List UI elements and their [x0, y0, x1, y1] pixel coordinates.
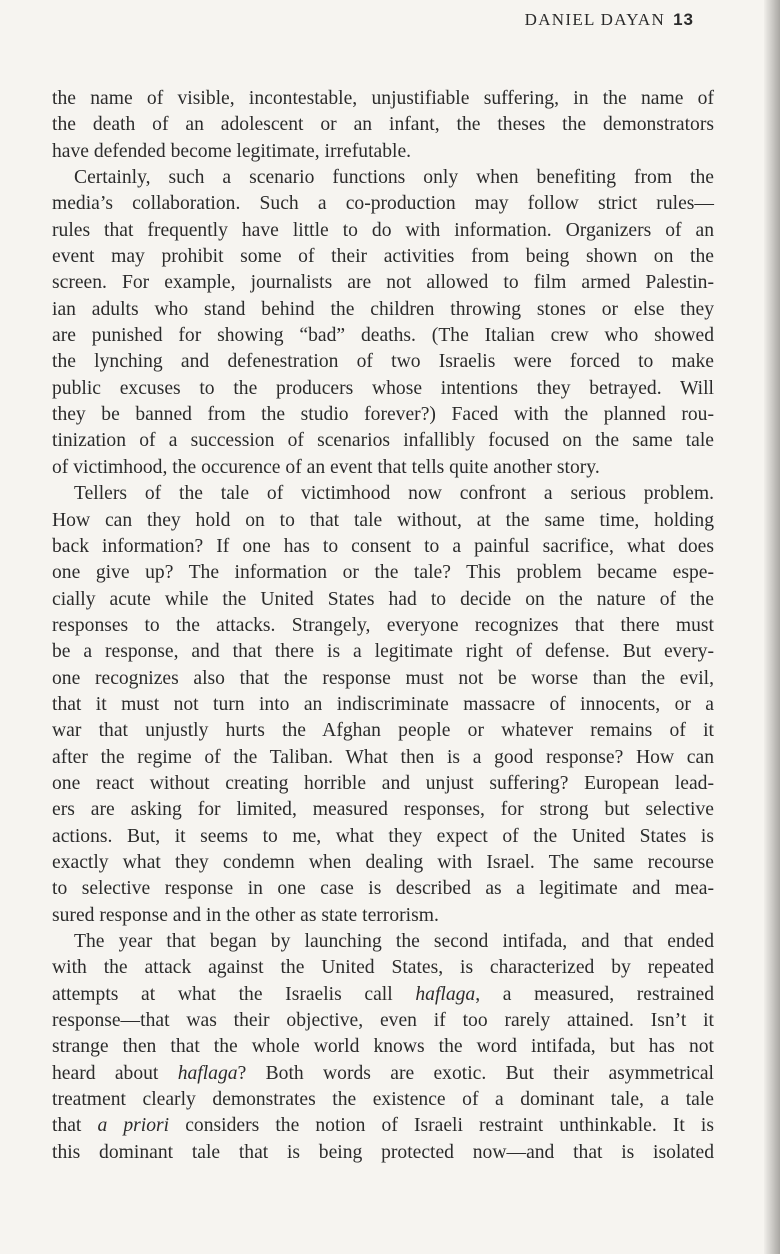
text-line [52, 955, 714, 981]
text-line [52, 1034, 714, 1060]
text-line [52, 613, 714, 639]
text-line [52, 903, 714, 929]
text-line-continuation: considers the notion of Israeli restraint unthinkable. It is [169, 1115, 714, 1137]
text-line-content: one react without creating horrible and unjust suffering? European lead- [52, 772, 714, 794]
text-line [52, 560, 714, 586]
text-line [52, 771, 714, 797]
text-line [52, 191, 714, 217]
text-line [52, 639, 714, 665]
text-line-content: back information? If one has to consent to a painful sacrifice, what does [52, 535, 714, 557]
text-line-content: to selective response in one case is described as a legitimate and mea- [52, 878, 714, 900]
text-line-content: responses to the attacks. Strangely, everyone recognizes that there must [52, 614, 714, 636]
text-line-content: public excuses to the producers whose intentions they betrayed. Will [52, 377, 714, 399]
text-line-content: strange then that the whole world knows the word intifada, but has not [52, 1036, 714, 1058]
text-line [52, 376, 714, 402]
italic-term: a priori [97, 1115, 170, 1137]
text-line [52, 244, 714, 270]
text-line-content: attempts at what the Israelis call [52, 983, 416, 1005]
text-line-continuation: ? Both words are exotic. But their asymmetrical [237, 1062, 714, 1084]
text-line-content: ian adults who stand behind the children throwing stones or else they [52, 298, 714, 320]
text-line [52, 297, 714, 323]
text-line-content: media’s collaboration. Such a co-production may follow strict rules— [52, 193, 714, 215]
text-line-content: this dominant tale that is being protected now—and that is isolated [52, 1141, 714, 1163]
text-line-content: treatment clearly demonstrates the existence of a dominant tale, a tale [52, 1089, 714, 1111]
running-head [525, 10, 694, 30]
text-line [52, 508, 714, 534]
text-line-content: of victimhood, the occurence of an event that tells quite another story. [52, 456, 600, 478]
text-line-content: war that unjustly hurts the Afghan people or whatever remains of it [52, 720, 714, 742]
text-line [52, 1140, 714, 1166]
text-line-content: with the attack against the United States, is characterized by repeated [52, 957, 714, 979]
text-line-content: tinization of a succession of scenarios infallibly focused on the same tale [52, 430, 714, 452]
page-edge-shadow [764, 0, 780, 1254]
text-line [52, 797, 714, 823]
text-line-content: they be banned from the studio forever?) Faced with the planned rou- [52, 404, 714, 426]
text-line-content: the lynching and defenestration of two Israelis were forced to make [52, 351, 714, 373]
text-line-content: ers are asking for limited, measured responses, for strong but selective [52, 799, 714, 821]
text-line-content: one give up? The information or the tale? This problem became espe- [52, 562, 714, 584]
text-line [52, 481, 714, 507]
text-line-content: cially acute while the United States had to decide on the nature of the [52, 588, 714, 610]
body-text [52, 86, 714, 1166]
text-line [52, 270, 714, 296]
text-line-content: after the regime of the Taliban. What then is a good response? How can [52, 746, 714, 768]
text-line [52, 1061, 714, 1087]
text-line [52, 534, 714, 560]
text-line-content: How can they hold on to that tale without, at the same time, holding [52, 509, 714, 531]
text-line-content: heard about [52, 1062, 178, 1084]
text-line-content: rules that frequently have little to do with information. Organizers of an [52, 219, 714, 241]
text-line-content: are punished for showing “bad” deaths. (The Italian crew who showed [52, 325, 714, 347]
text-line [52, 824, 714, 850]
page-number: 13 [673, 10, 694, 29]
italic-term: haflaga [177, 1062, 238, 1084]
italic-term: haflaga [415, 983, 476, 1005]
text-line [52, 666, 714, 692]
text-line-content: sured response and in the other as state terrorism. [52, 904, 439, 926]
text-line [52, 850, 714, 876]
text-line-content: that [52, 1115, 98, 1137]
text-line-content: screen. For example, journalists are not allowed to film armed Palestin- [52, 272, 714, 294]
text-line-content: Tellers of the tale of victimhood now confront a serious problem. [74, 483, 714, 505]
text-line [52, 1008, 714, 1034]
text-line-content: event may prohibit some of their activities from being shown on the [52, 246, 714, 268]
text-line [52, 323, 714, 349]
text-line-content: actions. But, it seems to me, what they expect of the United States is [52, 825, 714, 847]
text-line [52, 112, 714, 138]
text-line-content: response—that was their objective, even if too rarely attained. Isn’t it [52, 1010, 714, 1032]
text-line [52, 86, 714, 112]
text-line [52, 929, 714, 955]
text-line-content: be a response, and that there is a legitimate right of defense. But every- [52, 641, 714, 663]
text-line-content: that it must not turn into an indiscriminate massacre of innocents, or a [52, 693, 714, 715]
text-line [52, 349, 714, 375]
text-line [52, 139, 714, 165]
text-line [52, 1113, 714, 1139]
text-line [52, 165, 714, 191]
text-line-content: exactly what they condemn when dealing with Israel. The same recourse [52, 851, 714, 873]
text-line [52, 692, 714, 718]
text-line-content: one recognizes also that the response must not be worse than the evil, [52, 667, 714, 689]
text-line-content: The year that began by launching the second intifada, and that ended [74, 931, 714, 952]
text-line [52, 718, 714, 744]
text-line [52, 1087, 714, 1113]
text-line [52, 428, 714, 454]
text-line [52, 455, 714, 481]
text-line [52, 402, 714, 428]
text-line [52, 876, 714, 902]
running-head-author: DANIEL DAYAN [524, 10, 666, 29]
text-line-content: the name of visible, incontestable, unjustifiable suffering, in the name of [52, 88, 714, 109]
text-line [52, 587, 714, 613]
text-line-content: Certainly, such a scenario functions only when benefiting from the [74, 167, 714, 189]
text-line-continuation: , a measured, restrained [475, 983, 714, 1005]
text-line [52, 982, 714, 1008]
text-line [52, 218, 714, 244]
text-line-content: have defended become legitimate, irrefutable. [52, 140, 412, 162]
text-line-content: the death of an adolescent or an infant, the theses the demonstrators [52, 114, 714, 136]
text-line [52, 745, 714, 771]
